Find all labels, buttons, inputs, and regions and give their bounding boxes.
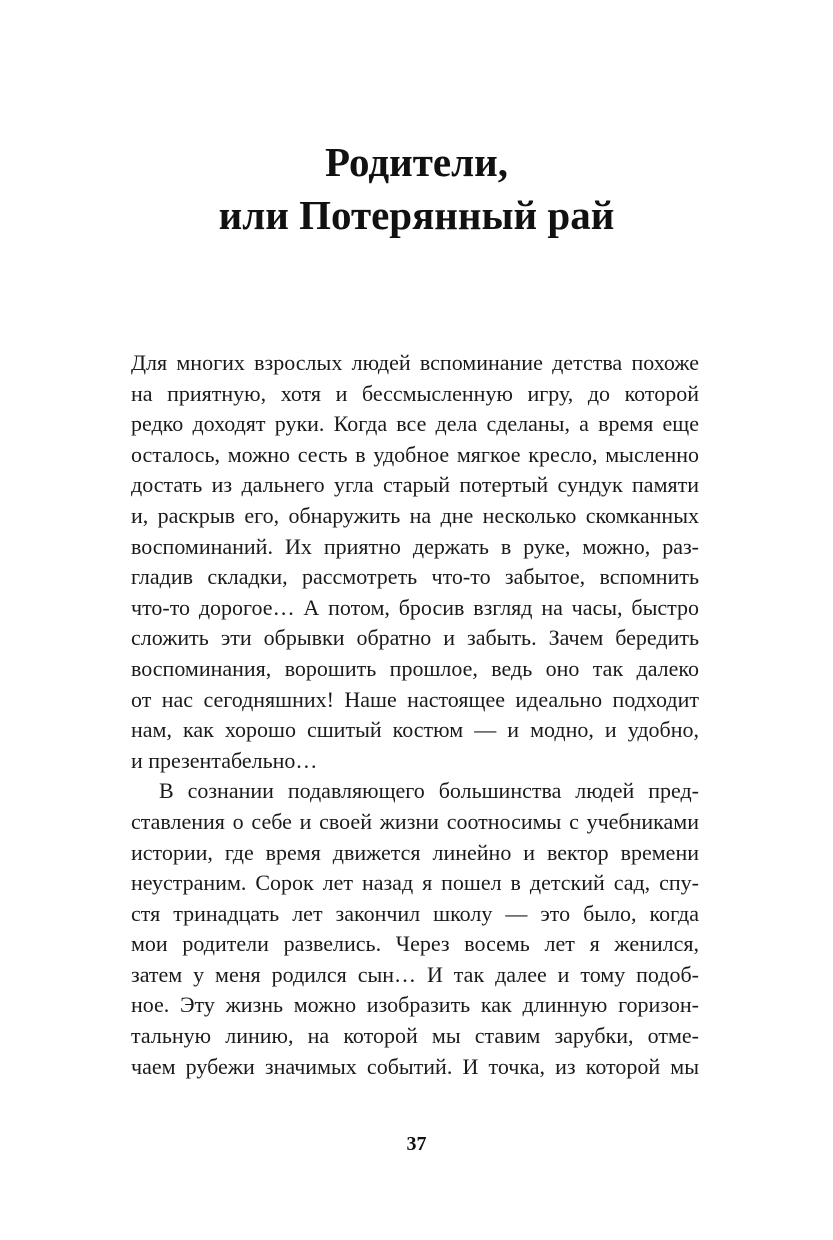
chapter-title-line-1: Родители, bbox=[325, 139, 508, 185]
text-line: затем у меня родился сын… И так далее и тому подоб- bbox=[131, 961, 699, 987]
text-line: чаем рубежи значимых событий. И точка, из которой мы bbox=[131, 1053, 699, 1079]
text-line: истории, где время движется линейно и вектор времени bbox=[131, 839, 699, 865]
text-line: воспоминаний. Их приятно держать в руке, можно, раз- bbox=[131, 533, 699, 559]
text-line: на приятную, хотя и бессмысленную игру, до которой bbox=[131, 380, 699, 406]
page-number: 37 bbox=[406, 1133, 427, 1155]
chapter-title-line-2: или Потерянный рай bbox=[218, 192, 615, 238]
text-line: сложить эти обрывки обратно и забыть. Зачем бередить bbox=[131, 625, 699, 651]
text-line: Для многих взрослых людей вспоминание детства похоже bbox=[131, 350, 699, 375]
text-line: тальную линию, на которой мы ставим зарубки, отме- bbox=[131, 1023, 699, 1049]
text-line: В сознании подавляющего большинства людей пред- bbox=[159, 778, 699, 804]
text-line: и презентабельно… bbox=[131, 747, 318, 773]
text-line: редко доходят руки. Когда все дела сделаны, а время еще bbox=[131, 411, 699, 437]
text-line: ставления о себе и своей жизни соотносимы с учебниками bbox=[131, 808, 699, 834]
text-line: ное. Эту жизнь можно изобразить как длинную горизон- bbox=[131, 992, 699, 1018]
text-line: достать из дальнего угла старый потертый сундук памяти bbox=[131, 472, 699, 498]
text-line: мои родители развелись. Через восемь лет я женился, bbox=[131, 931, 699, 957]
text-line: гладив складки, рассмотреть что-то забытое, вспомнить bbox=[131, 564, 699, 590]
text-line: стя тринадцать лет закончил школу — это было, когда bbox=[131, 900, 699, 926]
chapter-title bbox=[0, 136, 833, 242]
paragraph-2 bbox=[131, 776, 699, 1082]
text-line: и, раскрыв его, обнаружить на дне несколько скомканных bbox=[131, 502, 699, 528]
text-line: неустраним. Сорок лет назад я пошел в детский сад, спу- bbox=[131, 870, 699, 896]
text-line: воспоминания, ворошить прошлое, ведь оно так далеко bbox=[131, 655, 699, 681]
body-text bbox=[131, 348, 699, 1082]
text-line: нам, как хорошо сшитый костюм — и модно, и удобно, bbox=[131, 717, 699, 743]
text-line: от нас сегодняшних! Наше настоящее идеально подходит bbox=[131, 686, 699, 712]
text-line: осталось, можно сесть в удобное мягкое кресло, мысленно bbox=[131, 441, 699, 467]
text-line: что-то дорогое… А потом, бросив взгляд на часы, быстро bbox=[131, 594, 699, 620]
paragraph-1 bbox=[131, 348, 699, 776]
